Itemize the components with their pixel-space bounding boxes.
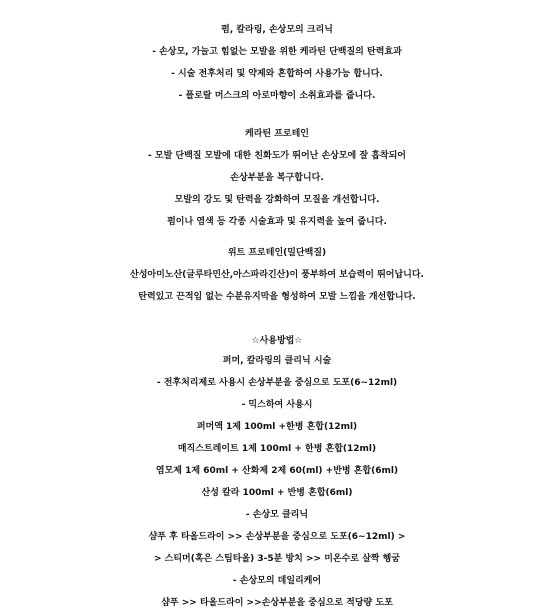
section-title-perm-coloring-clinic: 펌, 칼라링, 손상모의 크리닉 [221, 25, 333, 35]
text-line: - 손상모의 데일리케어 [232, 576, 322, 586]
text-line: - 손상모 클리닉 [245, 510, 309, 520]
text-line: 샴푸 후 타올드라이 >> 손상부분을 중심으로 도포(6~12ml) > [148, 532, 406, 542]
text-line: 매직스트레이트 1제 100ml + 한병 혼합(12ml) [177, 444, 377, 454]
section-title-usage: ☆사용방법☆ [251, 336, 303, 346]
text-line: - 믹스하여 사용시 [241, 400, 313, 410]
text-line: 산성 칼라 100ml + 반병 혼합(6ml) [201, 488, 353, 498]
text-line: - 시술 전후처리 및 약제와 혼합하여 사용가능 합니다. [171, 69, 383, 79]
text-line: 펌이나 염색 등 각종 시술효과 및 유지력을 높여 줍니다. [167, 217, 387, 227]
text-line: 퍼머, 칼라링의 클리닉 시술 [222, 356, 332, 366]
text-line: 퍼머액 1제 100ml +한병 혼합(12ml) [196, 422, 358, 432]
text-line: 모발의 강도 및 탄력을 강화하여 모질을 개선합니다. [174, 195, 380, 205]
section-title-wheat-protein: 위트 프로테인(밀단백질) [227, 248, 327, 258]
text-line: 탄력있고 끈적임 없는 수분유지막을 형성하여 모발 느낌을 개선합니다. [138, 292, 416, 302]
section-title-keratin-protein: 케라틴 프로테인 [245, 129, 309, 139]
text-line: 산성아미노산(글루타민산,아스파라긴산)이 풍부하여 보습력이 뛰어납니다. [130, 270, 424, 280]
text-line: > 스티머(혹은 스팀타올) 3-5분 방치 >> 미온수로 살짝 헹굼 [153, 554, 401, 564]
text-line: 샴푸 >> 타올드라이 >>손상부분을 중심으로 적당량 도포 [161, 598, 393, 608]
text-line: - 전후처리제로 사용시 손상부분을 중심으로 도포(6~12ml) [156, 378, 398, 388]
text-line: - 플로랄 머스크의 아로마향이 소취효과를 줍니다. [178, 91, 376, 101]
text-line: 손상부분을 복구합니다. [230, 173, 324, 183]
text-line: - 손상모, 가늘고 힘없는 모발을 위한 케라틴 단백질의 탄력효과 [152, 47, 402, 57]
text-line: 염모제 1제 60ml + 산화제 2제 60(ml) +반병 혼합(6ml) [155, 466, 399, 476]
text-line: - 모발 단백질 모발에 대한 친화도가 뛰어난 손상모에 잘 흡착되어 [148, 151, 406, 161]
